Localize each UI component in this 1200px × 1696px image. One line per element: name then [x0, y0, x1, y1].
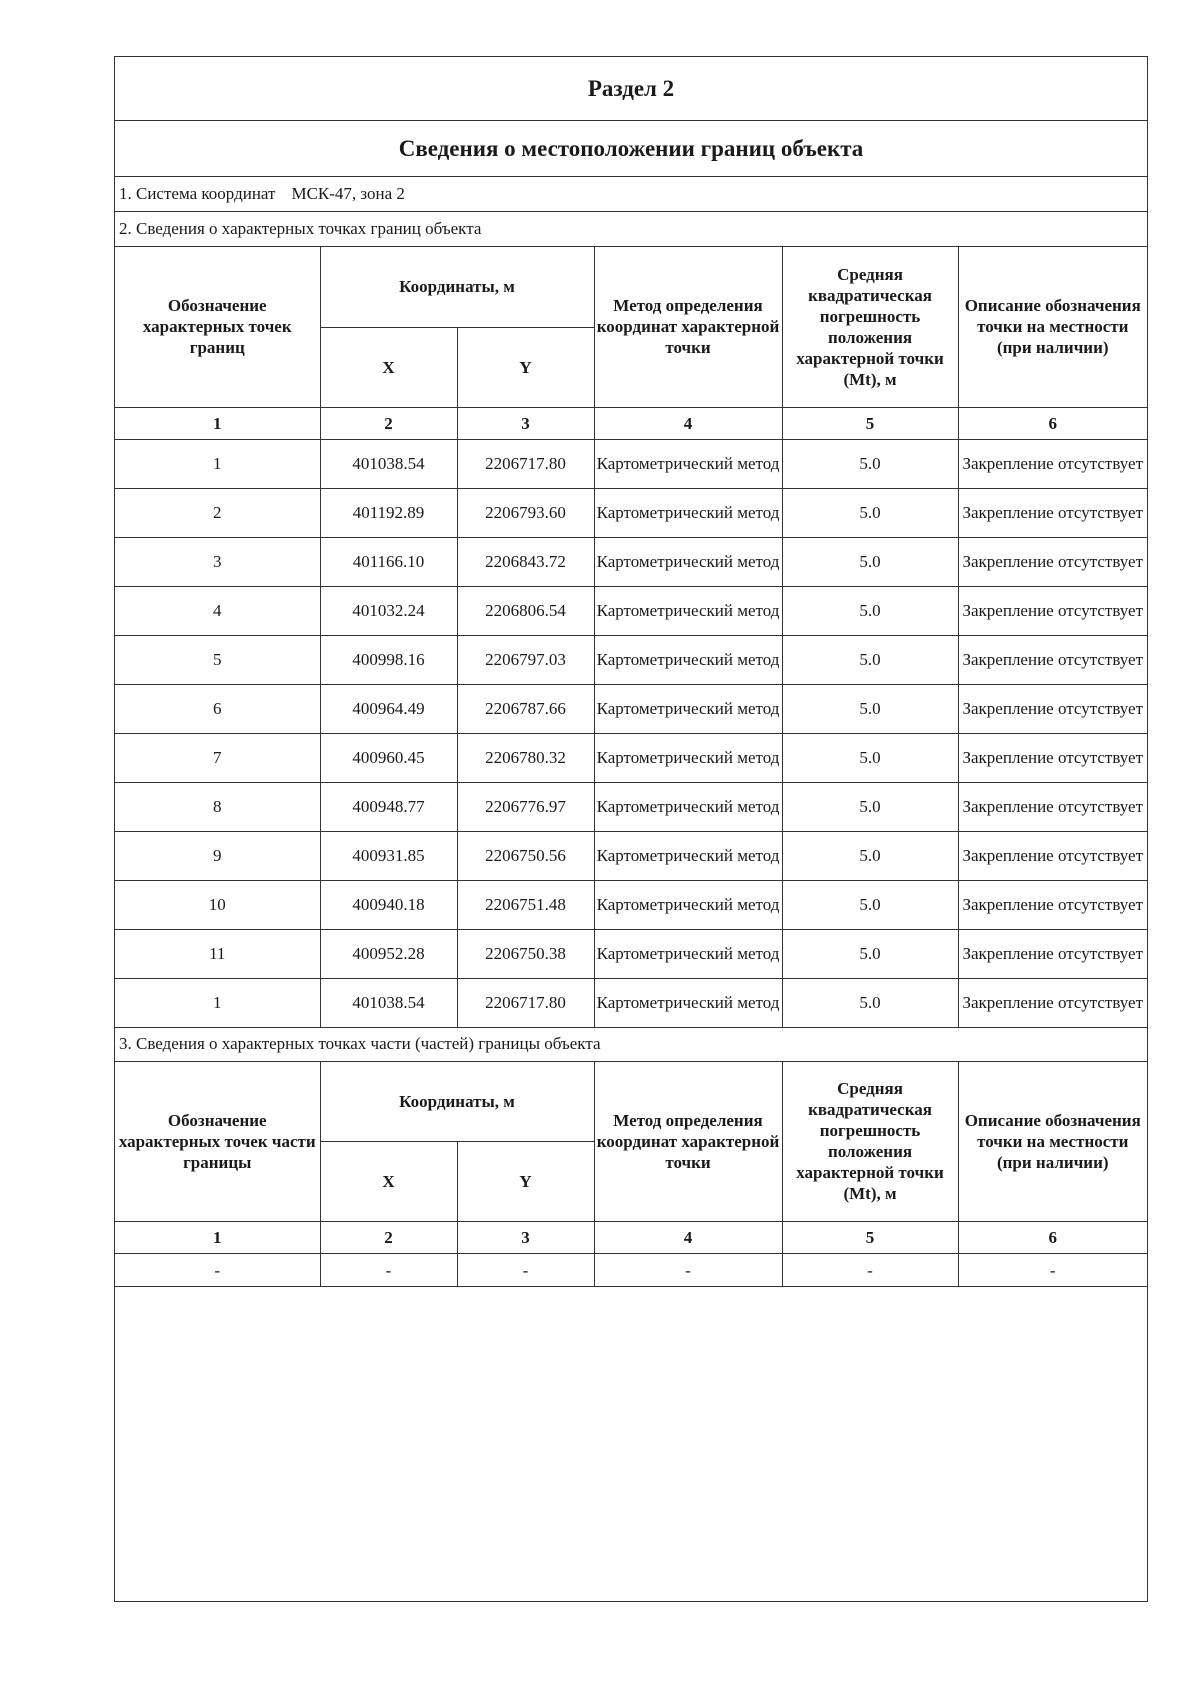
- cell-method: Картометрический метод: [594, 488, 782, 537]
- cell-method: Картометрический метод: [594, 586, 782, 635]
- cell-y: 2206776.97: [457, 782, 594, 831]
- cell-y: 2206787.66: [457, 684, 594, 733]
- cell-error: 5.0: [782, 733, 958, 782]
- header-point-designation: Обозначение характерных точек границ: [115, 247, 320, 407]
- cell-method: Картометрический метод: [594, 831, 782, 880]
- header-coordinates: Координаты, м: [320, 1062, 594, 1142]
- cell-description: Закрепление отсутствует: [958, 978, 1147, 1027]
- column-number: 6: [958, 1222, 1147, 1254]
- column-number: 2: [320, 1222, 457, 1254]
- part-points-section-heading: 3. Сведения о характерных точках части (частей) границы объекта: [115, 1028, 1147, 1062]
- cell-x: 401032.24: [320, 586, 457, 635]
- cell-x: 400998.16: [320, 635, 457, 684]
- column-number: 1: [115, 1222, 320, 1254]
- header-y: Y: [457, 1142, 594, 1222]
- table-header-row: [115, 1062, 1147, 1142]
- cell-y: 2206717.80: [457, 978, 594, 1027]
- cell-description: Закрепление отсутствует: [958, 782, 1147, 831]
- cell-method: Картометрический метод: [594, 978, 782, 1027]
- table-header-row: [115, 247, 1147, 327]
- table-row: [115, 733, 1147, 782]
- cell-error: 5.0: [782, 488, 958, 537]
- cell-x: 401192.89: [320, 488, 457, 537]
- cell-y: 2206797.03: [457, 635, 594, 684]
- cell-y: 2206843.72: [457, 537, 594, 586]
- cell-method: Картометрический метод: [594, 929, 782, 978]
- cell-point-number: 3: [115, 537, 320, 586]
- cell-y: 2206780.32: [457, 733, 594, 782]
- column-number: 1: [115, 407, 320, 439]
- cell-error: -: [782, 1254, 958, 1287]
- coordinate-system-line: [115, 177, 1147, 212]
- cell-point-number: 1: [115, 439, 320, 488]
- column-number: 6: [958, 407, 1147, 439]
- header-error: Средняя квадратическая погрешность положения характерной точки (Mt), м: [782, 247, 958, 407]
- cell-x: -: [320, 1254, 457, 1287]
- cell-error: 5.0: [782, 439, 958, 488]
- header-method: Метод определения координат характерной точки: [594, 1062, 782, 1222]
- header-description: Описание обозначения точки на местности (при наличии): [958, 1062, 1147, 1222]
- cell-y: 2206717.80: [457, 439, 594, 488]
- cell-point-number: 4: [115, 586, 320, 635]
- cell-x: 400960.45: [320, 733, 457, 782]
- table-row: [115, 586, 1147, 635]
- section-subtitle: Сведения о местоположении границ объекта: [115, 121, 1147, 177]
- table-row: [115, 782, 1147, 831]
- column-number: 4: [594, 407, 782, 439]
- cell-method: Картометрический метод: [594, 537, 782, 586]
- cell-description: Закрепление отсутствует: [958, 831, 1147, 880]
- cell-x: 401166.10: [320, 537, 457, 586]
- cell-description: Закрепление отсутствует: [958, 537, 1147, 586]
- cell-x: 400952.28: [320, 929, 457, 978]
- cell-y: 2206806.54: [457, 586, 594, 635]
- cell-error: 5.0: [782, 782, 958, 831]
- cell-x: 400940.18: [320, 880, 457, 929]
- column-number: 2: [320, 407, 457, 439]
- table-row: [115, 488, 1147, 537]
- cell-description: Закрепление отсутствует: [958, 635, 1147, 684]
- cell-method: Картометрический метод: [594, 635, 782, 684]
- column-number: 3: [457, 407, 594, 439]
- cell-error: 5.0: [782, 537, 958, 586]
- coordinate-system-value: МСК-47, зона 2: [291, 184, 405, 203]
- cell-description: Закрепление отсутствует: [958, 488, 1147, 537]
- cell-y: -: [457, 1254, 594, 1287]
- cell-x: 401038.54: [320, 978, 457, 1027]
- header-method: Метод определения координат характерной точки: [594, 247, 782, 407]
- column-number: 5: [782, 1222, 958, 1254]
- cell-point-number: 10: [115, 880, 320, 929]
- cell-point-number: 11: [115, 929, 320, 978]
- cell-x: 400948.77: [320, 782, 457, 831]
- cell-error: 5.0: [782, 831, 958, 880]
- document-sheet: [114, 56, 1148, 1602]
- cell-point-number: 8: [115, 782, 320, 831]
- cell-error: 5.0: [782, 586, 958, 635]
- cell-y: 2206751.48: [457, 880, 594, 929]
- coordinate-system-label: 1. Система координат: [119, 184, 276, 203]
- cell-description: Закрепление отсутствует: [958, 880, 1147, 929]
- cell-x: 400931.85: [320, 831, 457, 880]
- cell-description: Закрепление отсутствует: [958, 439, 1147, 488]
- header-error: Средняя квадратическая погрешность положения характерной точки (Mt), м: [782, 1062, 958, 1222]
- header-coordinates: Координаты, м: [320, 247, 594, 327]
- column-number: 3: [457, 1222, 594, 1254]
- cell-method: Картометрический метод: [594, 733, 782, 782]
- cell-method: Картометрический метод: [594, 782, 782, 831]
- column-numbers-row: [115, 407, 1147, 439]
- table-row: [115, 537, 1147, 586]
- cell-point-number: 1: [115, 978, 320, 1027]
- cell-method: Картометрический метод: [594, 684, 782, 733]
- points-section-heading: 2. Сведения о характерных точках границ объекта: [115, 212, 1147, 247]
- column-number: 4: [594, 1222, 782, 1254]
- cell-method: Картометрический метод: [594, 880, 782, 929]
- cell-x: 400964.49: [320, 684, 457, 733]
- table-row: [115, 439, 1147, 488]
- cell-point-number: 5: [115, 635, 320, 684]
- cell-error: 5.0: [782, 880, 958, 929]
- cell-point-number: 9: [115, 831, 320, 880]
- cell-error: 5.0: [782, 635, 958, 684]
- table-row: [115, 929, 1147, 978]
- cell-point-number: 7: [115, 733, 320, 782]
- cell-error: 5.0: [782, 684, 958, 733]
- cell-description: Закрепление отсутствует: [958, 929, 1147, 978]
- boundary-points-table: [115, 247, 1147, 1028]
- section-title: Раздел 2: [115, 57, 1147, 121]
- table-row: [115, 684, 1147, 733]
- part-boundary-points-table: [115, 1062, 1147, 1288]
- cell-description: -: [958, 1254, 1147, 1287]
- cell-point-number: 2: [115, 488, 320, 537]
- cell-y: 2206793.60: [457, 488, 594, 537]
- cell-description: Закрепление отсутствует: [958, 586, 1147, 635]
- table-row: [115, 1254, 1147, 1287]
- table-row: [115, 978, 1147, 1027]
- cell-point-number: 6: [115, 684, 320, 733]
- cell-method: Картометрический метод: [594, 439, 782, 488]
- cell-description: Закрепление отсутствует: [958, 684, 1147, 733]
- table-row: [115, 635, 1147, 684]
- column-numbers-row: [115, 1222, 1147, 1254]
- header-part-point-designation: Обозначение характерных точек части границы: [115, 1062, 320, 1222]
- cell-x: 401038.54: [320, 439, 457, 488]
- cell-description: Закрепление отсутствует: [958, 733, 1147, 782]
- table-row: [115, 831, 1147, 880]
- header-x: X: [320, 1142, 457, 1222]
- header-y: Y: [457, 327, 594, 407]
- cell-error: 5.0: [782, 929, 958, 978]
- cell-method: -: [594, 1254, 782, 1287]
- cell-error: 5.0: [782, 978, 958, 1027]
- cell-y: 2206750.56: [457, 831, 594, 880]
- cell-point-number: -: [115, 1254, 320, 1287]
- cell-y: 2206750.38: [457, 929, 594, 978]
- column-number: 5: [782, 407, 958, 439]
- header-x: X: [320, 327, 457, 407]
- header-description: Описание обозначения точки на местности (при наличии): [958, 247, 1147, 407]
- table-row: [115, 880, 1147, 929]
